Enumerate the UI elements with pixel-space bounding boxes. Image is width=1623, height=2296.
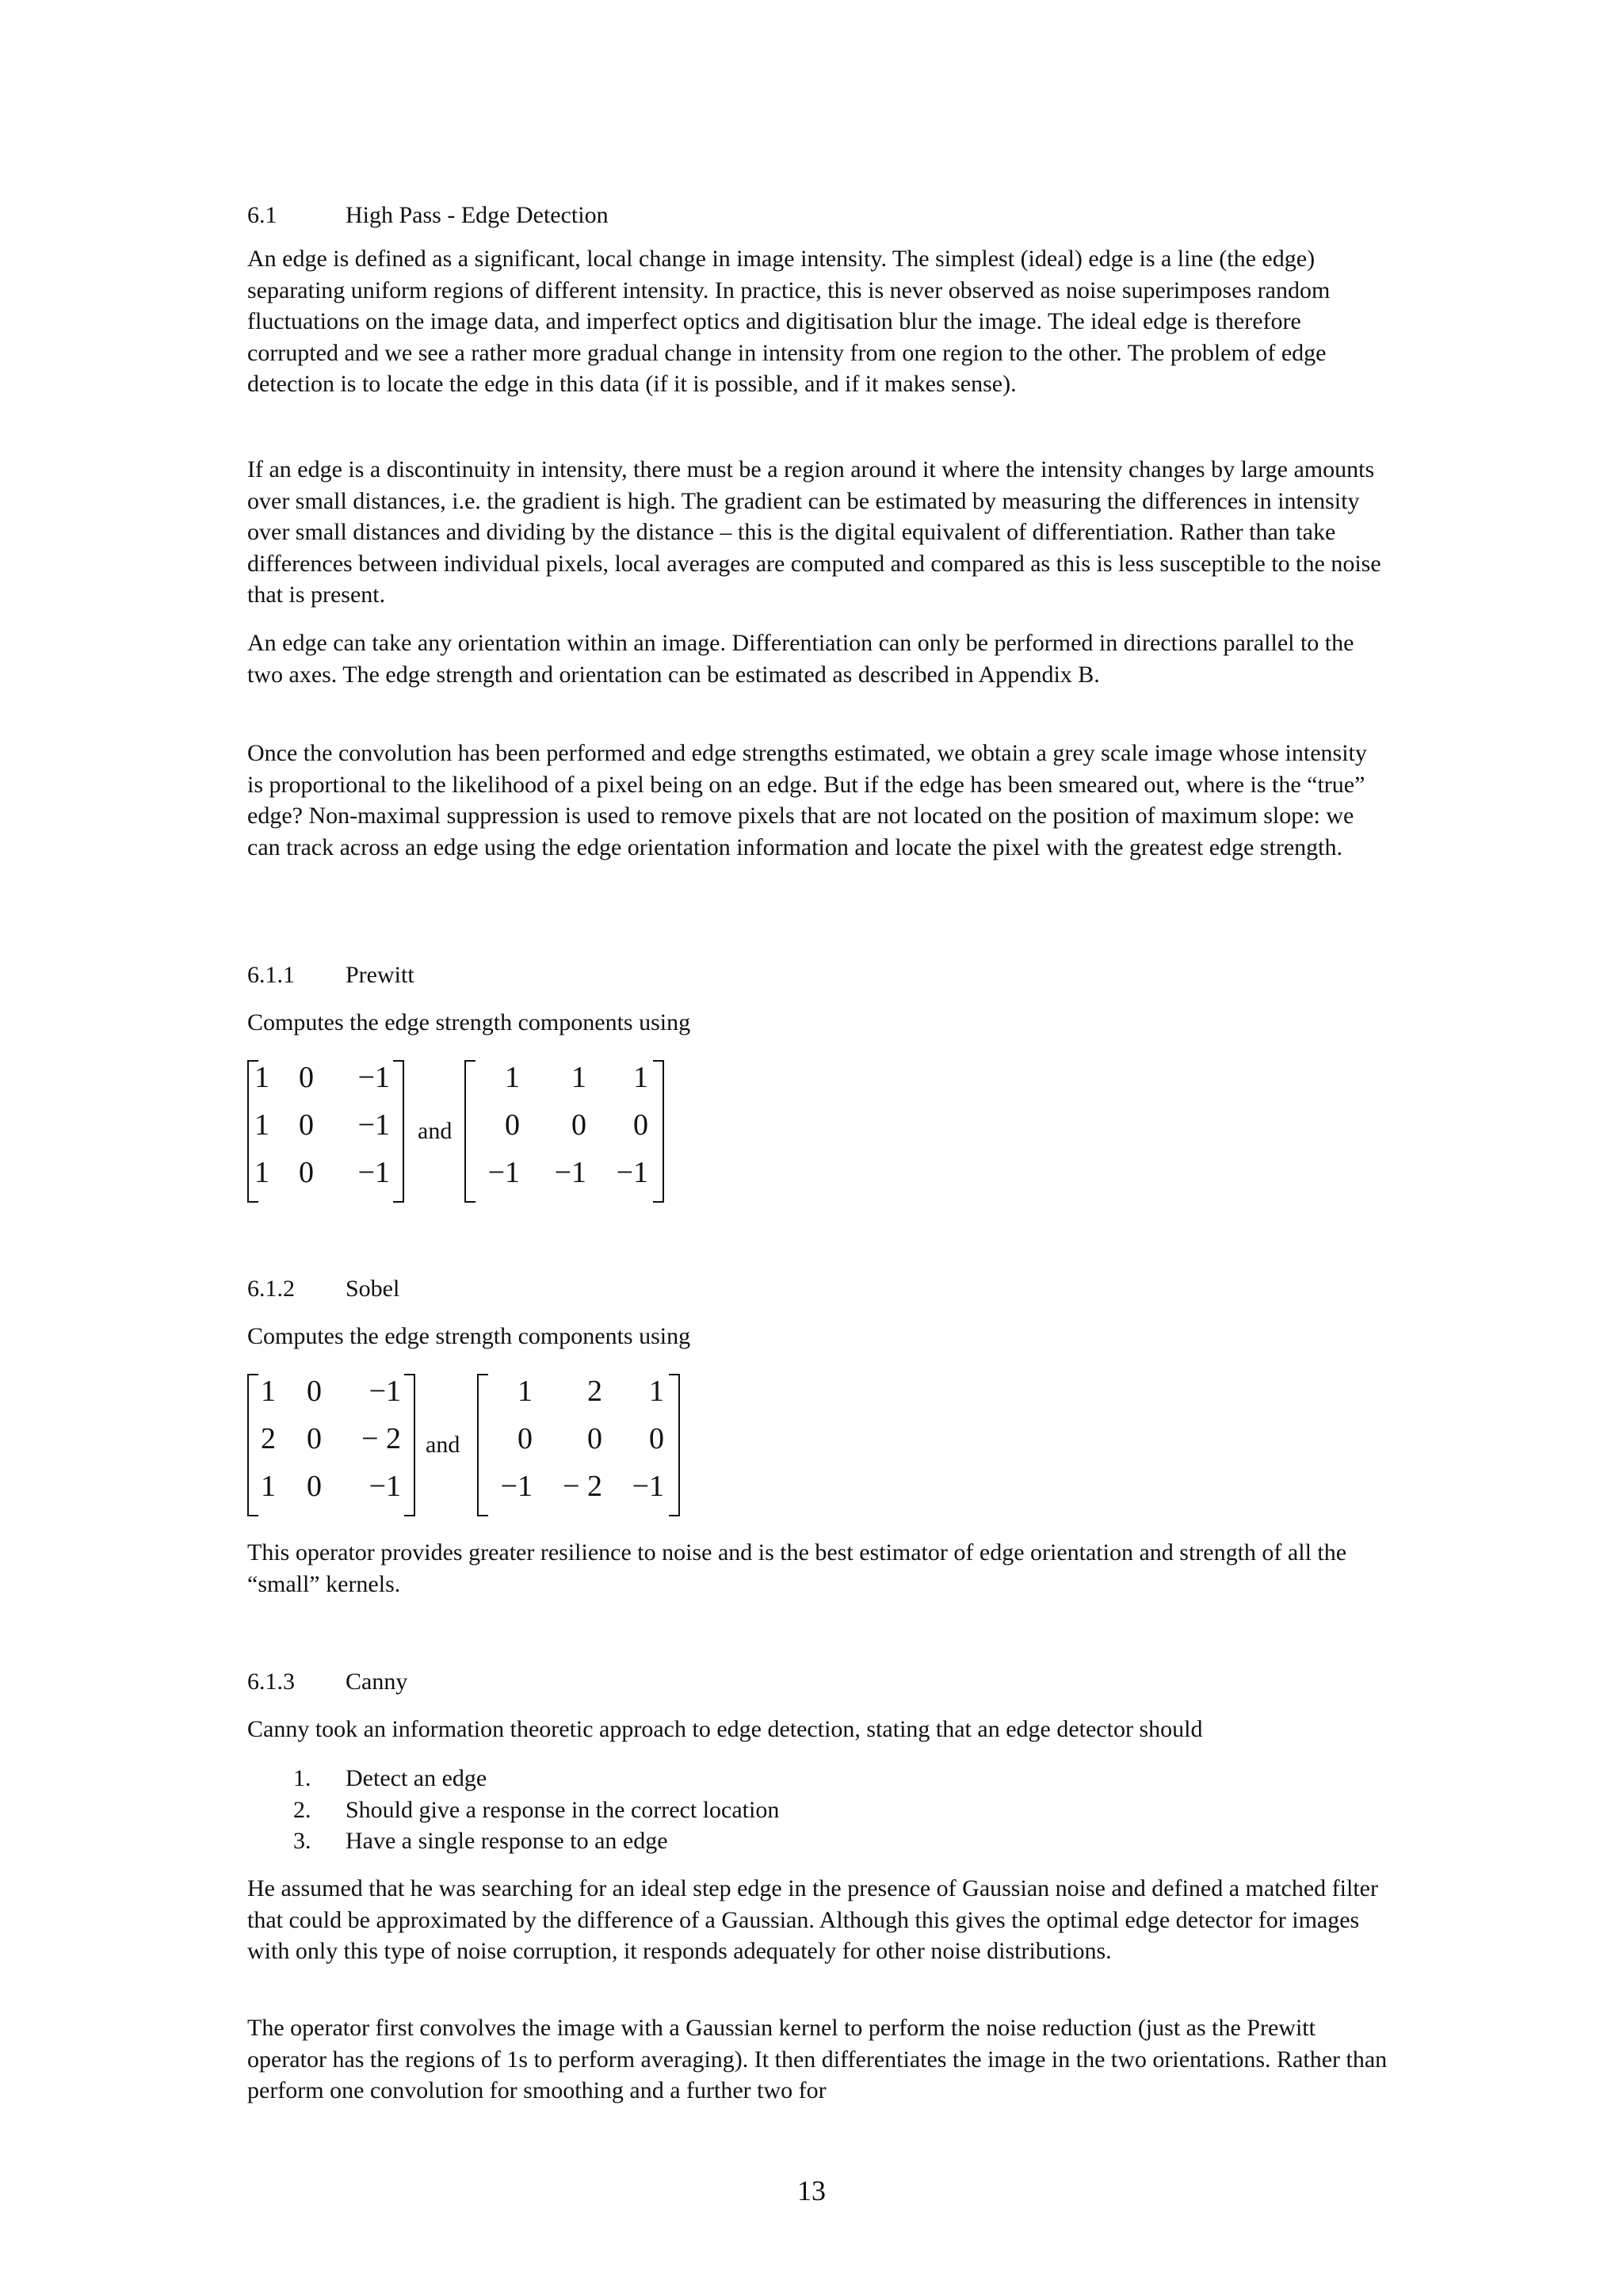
- matrix-cell: 0: [307, 1422, 322, 1455]
- matrix-cell: 1: [254, 1156, 269, 1189]
- right-bracket: [653, 1060, 664, 1203]
- matrix-cell: − 2: [563, 1470, 602, 1503]
- matrix-cell: −1: [369, 1375, 401, 1408]
- matrix-cell: 0: [307, 1375, 322, 1408]
- numbered-list: [293, 1763, 779, 1857]
- matrix-cell: − 2: [361, 1422, 401, 1455]
- paragraph-text: Canny took an information theoretic approach to edge detection, stating that an edge detector should: [247, 1716, 1203, 1742]
- matrix-cell: −1: [500, 1470, 533, 1503]
- paragraph-text: He assumed that he was searching for an ideal step edge in the presence of Gaussian noise and defined a matched filter that could be approximated by the difference of a Gaussian. Although this gives the optimal edge detector for images with only this type of noise corruption, it responds adequately for other noise distributions.: [247, 1875, 1378, 1964]
- paragraph: [247, 738, 1388, 863]
- matrix-cell: 1: [261, 1375, 276, 1408]
- list-item: [293, 1825, 779, 1857]
- matrix-cell: 1: [571, 1061, 586, 1094]
- matrix-cell: −1: [554, 1156, 586, 1189]
- prewitt-matrix-y: [464, 1060, 664, 1203]
- section-number: 6.1.1: [247, 962, 295, 988]
- section-heading-6-1: [247, 200, 609, 231]
- list-item-text: Detect an edge: [346, 1765, 487, 1791]
- matrix-cell: −1: [487, 1156, 520, 1189]
- paragraph: [247, 1873, 1388, 1967]
- right-bracket: [404, 1374, 415, 1516]
- section-number: 6.1.2: [247, 1276, 295, 1302]
- sobel-matrix-x: [247, 1374, 415, 1516]
- matrix-cell: 2: [261, 1422, 276, 1455]
- paragraph: [247, 243, 1388, 400]
- section-heading-6-1-3: [247, 1666, 407, 1697]
- paragraph-text: Computes the edge strength components using: [247, 1323, 691, 1349]
- paragraph-text: An edge can take any orientation within an image. Differentiation can only be performed in directions parallel to the two axes. The edge strength and orientation can be estimated as described in Appendix B.: [247, 630, 1354, 688]
- and-label: and: [426, 1432, 460, 1458]
- paragraph: [247, 454, 1388, 611]
- matrix-cell: 1: [633, 1061, 648, 1094]
- section-title: Prewitt: [346, 962, 414, 988]
- matrix-cell: 0: [307, 1470, 322, 1503]
- matrix-cell: 0: [571, 1108, 586, 1142]
- list-item-text: Have a single response to an edge: [346, 1828, 668, 1854]
- paragraph: [247, 1321, 1388, 1352]
- sobel-matrix-y: [477, 1374, 680, 1516]
- section-number: 6.1: [247, 202, 277, 228]
- matrix-cell: 0: [299, 1061, 314, 1094]
- matrix-cell: 1: [254, 1108, 269, 1142]
- matrix-cell: 1: [649, 1375, 664, 1408]
- list-item-number: 2.: [293, 1796, 311, 1823]
- page-number: 13: [797, 2175, 826, 2206]
- matrix-cell: −1: [616, 1156, 648, 1189]
- matrix-cell: 0: [299, 1108, 314, 1142]
- matrix-cell: −1: [357, 1108, 390, 1142]
- matrix-cell: 0: [587, 1422, 602, 1455]
- section-number: 6.1.3: [247, 1669, 295, 1695]
- matrix-cell: −1: [369, 1470, 401, 1503]
- paragraph: [247, 1537, 1388, 1600]
- paragraph-text: The operator first convolves the image with a Gaussian kernel to perform the noise reduction (just as the Prewitt operator has the regions of 1s to perform averaging). It then differentiates the image in the two orientations. Rather than perform one convolution for smoothing and a further two for: [247, 2015, 1388, 2103]
- paragraph: [247, 627, 1388, 690]
- prewitt-matrix-x: [247, 1060, 404, 1203]
- matrix-cell: 2: [587, 1375, 602, 1408]
- paragraph-text: Once the convolution has been performed and edge strengths estimated, we obtain a grey scale image whose intensity is proportional to the likelihood of a pixel being on an edge. But if the edge has been smeared out, where is the “true” edge? Non-maximal suppression is used to remove pixels that are not located on the position of maximum slope: we can track across an edge using the edge orientation information and locate the pixel with the greatest edge strength.: [247, 740, 1367, 860]
- paragraph: [247, 2012, 1388, 2107]
- list-item: [293, 1794, 779, 1826]
- paragraph-text: An edge is defined as a significant, local change in image intensity. The simplest (ideal) edge is a line (the edge) separating uniform regions of different intensity. In practice, this is never observed as noise superimposes random fluctuations on the image data, and imperfect optics and digitisation blur the image. The ideal edge is therefore corrupted and we see a rather more gradual change in intensity from one region to the other. The problem of edge detection is to locate the edge in this data (if it is possible, and if it makes sense).: [247, 246, 1331, 397]
- right-bracket: [669, 1374, 680, 1516]
- section-title: Canny: [346, 1669, 408, 1695]
- matrix-cell: 1: [254, 1061, 269, 1094]
- matrix-cell: 1: [517, 1375, 533, 1408]
- right-bracket: [393, 1060, 404, 1203]
- paragraph-text: Computes the edge strength components using: [247, 1009, 691, 1035]
- list-item-number: 3.: [293, 1828, 311, 1854]
- matrix-cell: 1: [505, 1061, 520, 1094]
- matrix-cell: 0: [633, 1108, 648, 1142]
- paragraph-text: If an edge is a discontinuity in intensity, there must be a region around it where the intensity changes by large amounts over small distances, i.e. the gradient is high. The gradient can be estimated by measuring the differences in intensity over small distances and dividing by the distance – this is the digital equivalent of differentiation. Rather than take differences between individual pixels, local averages are computed and compared as this is less susceptible to the noise that is present.: [247, 456, 1381, 608]
- list-item: [293, 1763, 779, 1794]
- matrix-cell: −1: [357, 1156, 390, 1189]
- matrix-cell: 0: [299, 1156, 314, 1189]
- and-label: and: [418, 1118, 453, 1144]
- section-title: High Pass - Edge Detection: [346, 202, 609, 228]
- paragraph-text: This operator provides greater resilience to noise and is the best estimator of edge orientation and strength of all the “small” kernels.: [247, 1539, 1347, 1597]
- section-heading-6-1-2: [247, 1273, 399, 1304]
- paragraph: [247, 1714, 1388, 1745]
- matrix-cell: 0: [517, 1422, 533, 1455]
- matrix-cell: 0: [649, 1422, 664, 1455]
- section-title: Sobel: [346, 1276, 400, 1302]
- matrix-cell: 0: [505, 1108, 520, 1142]
- list-item-text: Should give a response in the correct location: [346, 1796, 780, 1823]
- list-item-number: 1.: [293, 1765, 311, 1791]
- section-heading-6-1-1: [247, 959, 414, 990]
- matrix-cell: 1: [261, 1470, 276, 1503]
- paragraph: [247, 1007, 1388, 1039]
- matrix-cell: −1: [357, 1061, 390, 1094]
- matrix-cell: −1: [632, 1470, 664, 1503]
